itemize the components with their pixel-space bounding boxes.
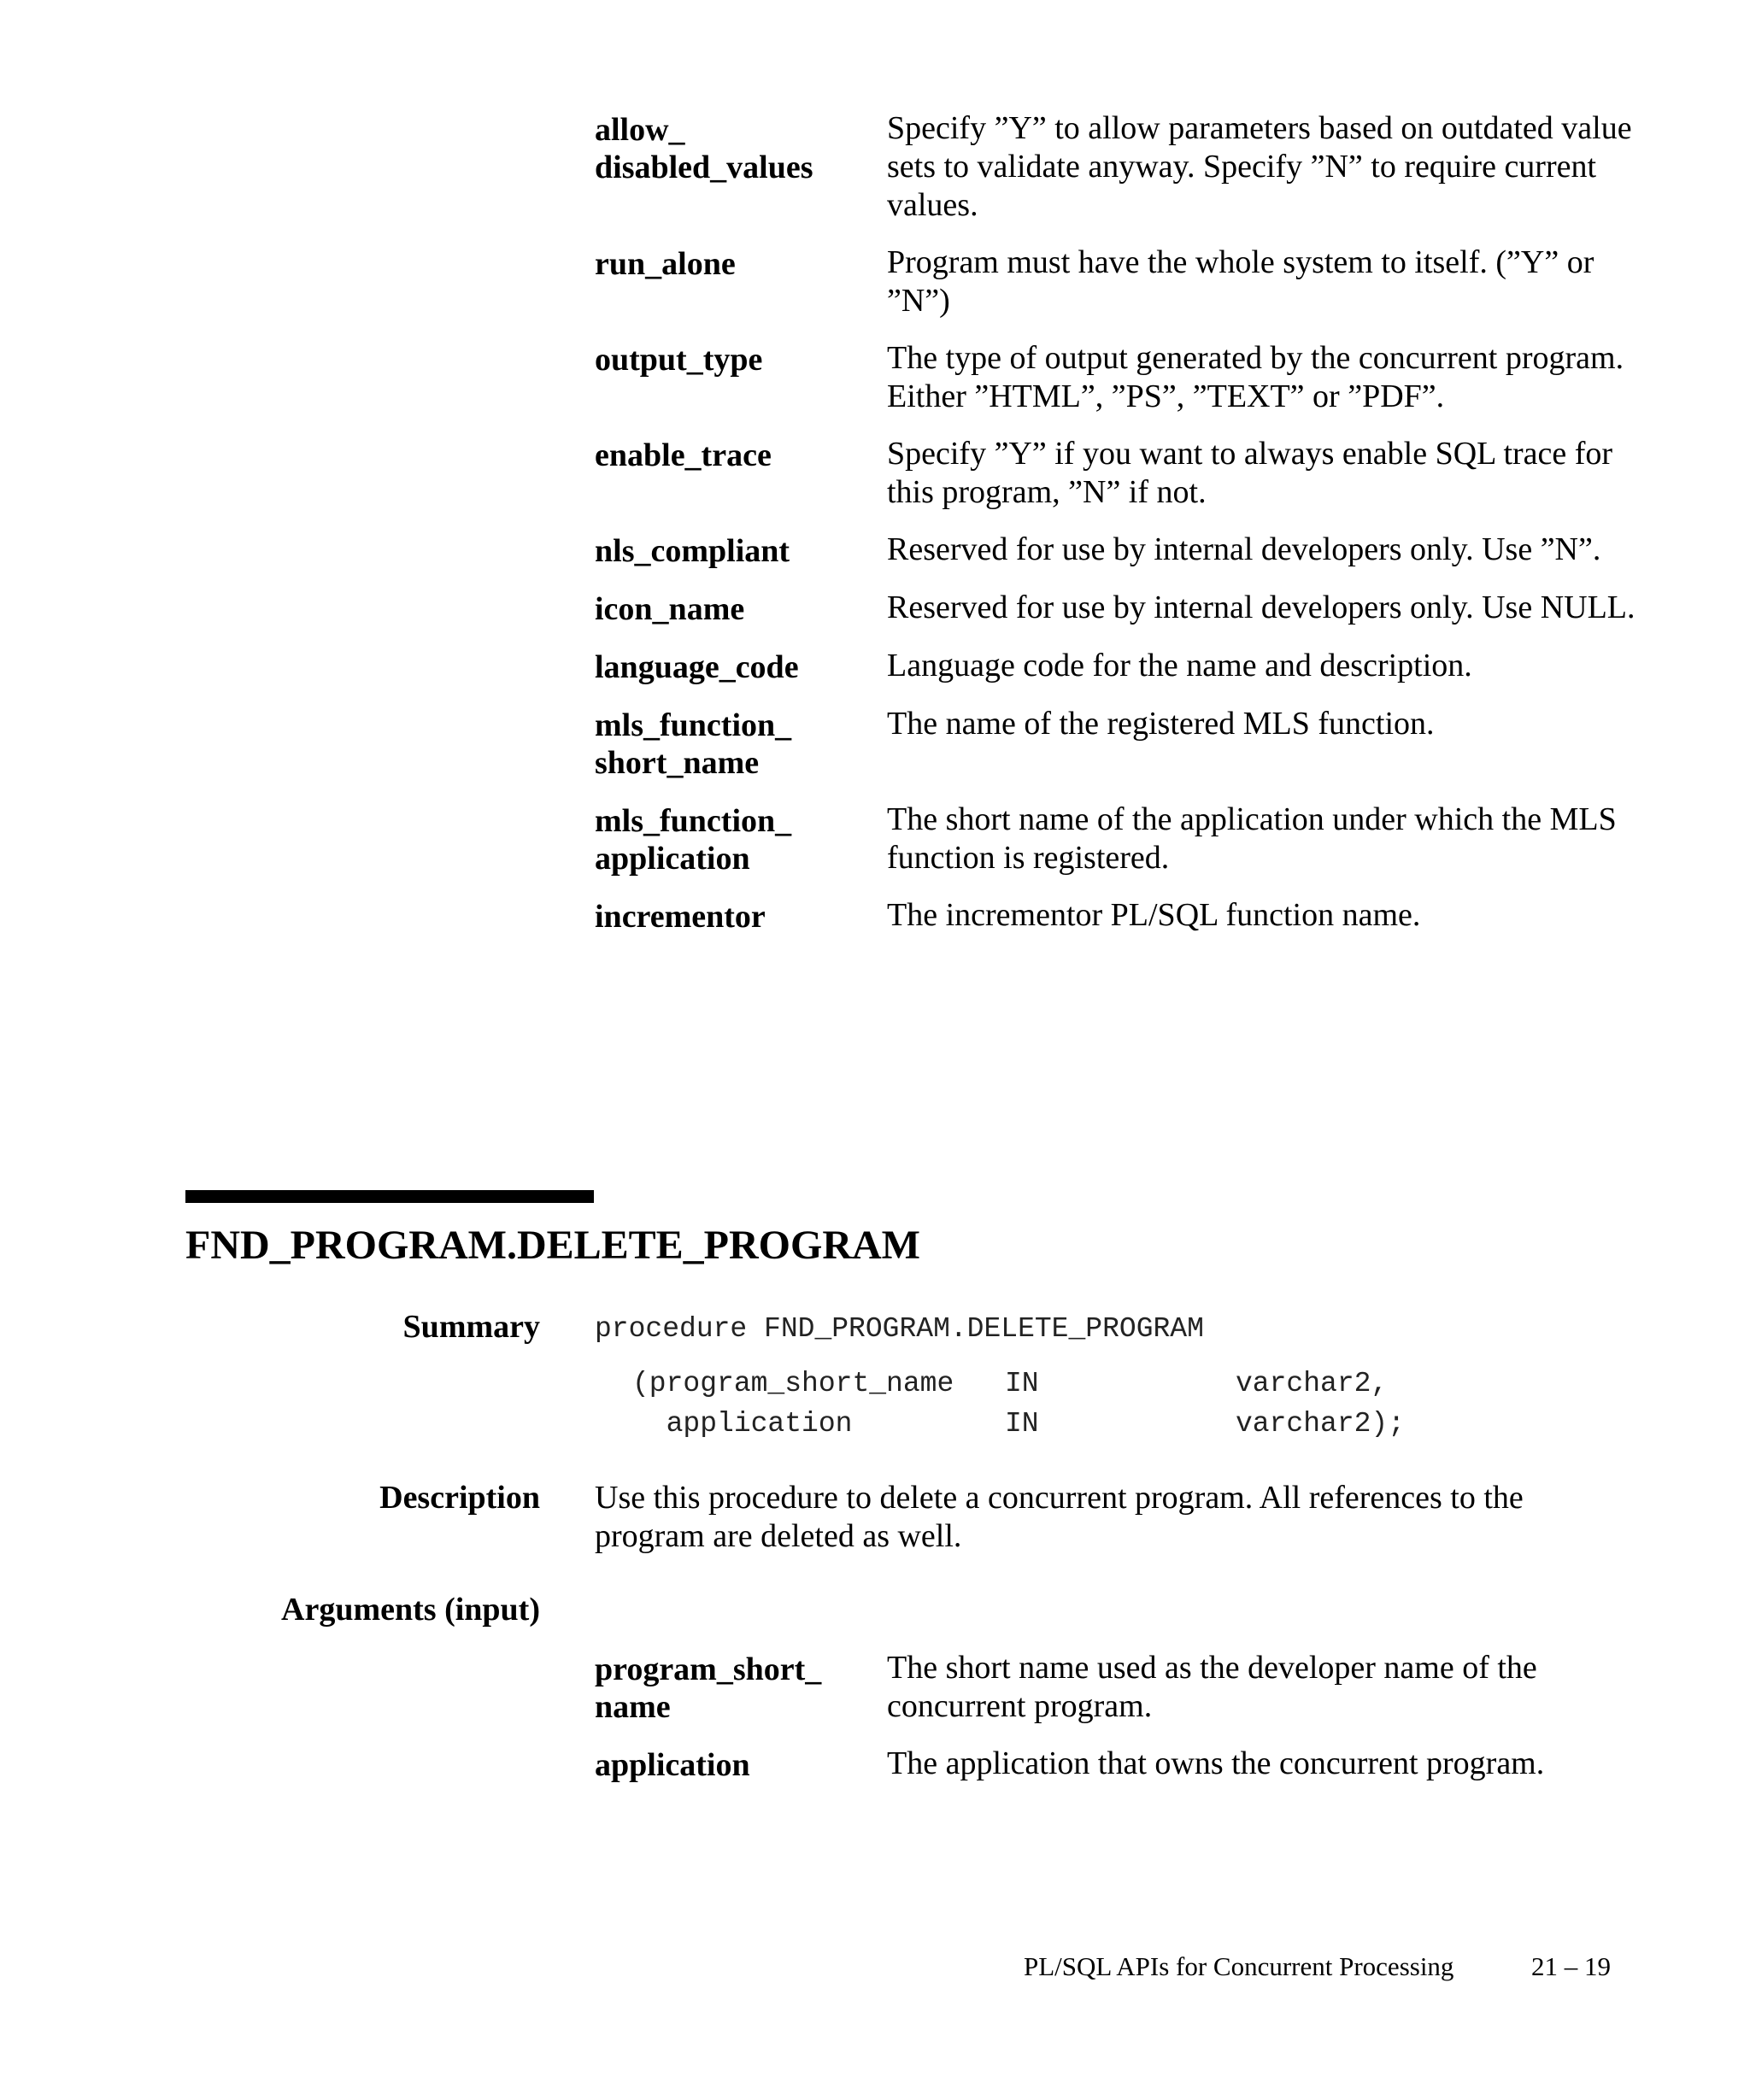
argument-name: nls_compliant xyxy=(595,533,790,569)
argument-row xyxy=(595,243,1646,320)
summary-param-mode: IN xyxy=(1005,1408,1039,1440)
argument-name: output_type xyxy=(595,342,763,378)
argument-name: mls_function_ application xyxy=(595,803,792,877)
argument-description: The short name of the application under which the MLS function is registered. xyxy=(887,801,1617,876)
summary-param-name: (program_short_name xyxy=(632,1368,954,1399)
argument-row xyxy=(595,435,1646,512)
input-argument-list xyxy=(595,1649,1646,1803)
argument-name: run_alone xyxy=(595,246,736,282)
argument-description: The type of output generated by the concurrent program. Either ”HTML”, ”PS”, ”TEXT” or ”PDF”. xyxy=(887,340,1624,414)
argument-row xyxy=(595,109,1646,225)
argument-name: incrementor xyxy=(595,899,766,935)
page-number: 21 – 19 xyxy=(1531,1951,1611,1981)
argument-name: program_short_ name xyxy=(595,1651,822,1725)
argument-name: application xyxy=(595,1747,750,1783)
argument-row xyxy=(595,896,1646,936)
argument-name: mls_function_ short_name xyxy=(595,707,792,781)
argument-name: enable_trace xyxy=(595,437,772,473)
argument-row xyxy=(595,339,1646,416)
description-text: Use this procedure to delete a concurrent program. All references to the program are deleted as well. xyxy=(595,1480,1524,1554)
argument-description: Program must have the whole system to itself. (”Y” or ”N”) xyxy=(887,244,1594,319)
argument-description: Specify ”Y” to allow parameters based on outdated value sets to validate anyway. Specify ”N” to require current values. xyxy=(887,110,1632,223)
summary-param-type: varchar2); xyxy=(1236,1408,1406,1440)
argument-description: Reserved for use by internal developers only. Use ”N”. xyxy=(887,531,1601,567)
top-argument-list xyxy=(595,109,1646,954)
argument-description: The name of the registered MLS function. xyxy=(887,706,1435,742)
summary-param-name: application xyxy=(632,1408,853,1440)
argument-description: The incrementor PL/SQL function name. xyxy=(887,897,1421,933)
argument-row xyxy=(595,801,1646,877)
argument-name: icon_name xyxy=(595,591,745,627)
argument-row xyxy=(595,705,1646,782)
summary-label: Summary xyxy=(402,1309,540,1345)
section-rule xyxy=(185,1190,594,1203)
footer-title: PL/SQL APIs for Concurrent Processing xyxy=(1024,1951,1454,1981)
argument-row xyxy=(595,589,1646,628)
argument-name: allow_ disabled_values xyxy=(595,112,813,185)
argument-name: language_code xyxy=(595,649,799,685)
argument-description: The application that owns the concurrent program. xyxy=(887,1745,1545,1781)
argument-row xyxy=(595,1649,1646,1726)
summary-param-mode: IN xyxy=(1005,1368,1039,1399)
description-label: Description xyxy=(379,1480,540,1516)
argument-row xyxy=(595,1745,1646,1784)
argument-row xyxy=(595,531,1646,570)
argument-row xyxy=(595,647,1646,686)
argument-description: Language code for the name and description. xyxy=(887,648,1472,683)
argument-description: Specify ”Y” if you want to always enable SQL trace for this program, ”N” if not. xyxy=(887,436,1613,510)
section-heading: FND_PROGRAM.DELETE_PROGRAM xyxy=(185,1223,920,1268)
argument-description: Reserved for use by internal developers only. Use NULL. xyxy=(887,590,1635,625)
summary-param-type: varchar2, xyxy=(1236,1368,1389,1399)
arguments-label: Arguments (input) xyxy=(281,1592,540,1628)
argument-description: The short name used as the developer name of the concurrent program. xyxy=(887,1650,1537,1724)
summary-code-line: procedure FND_PROGRAM.DELETE_PROGRAM xyxy=(595,1313,1204,1345)
